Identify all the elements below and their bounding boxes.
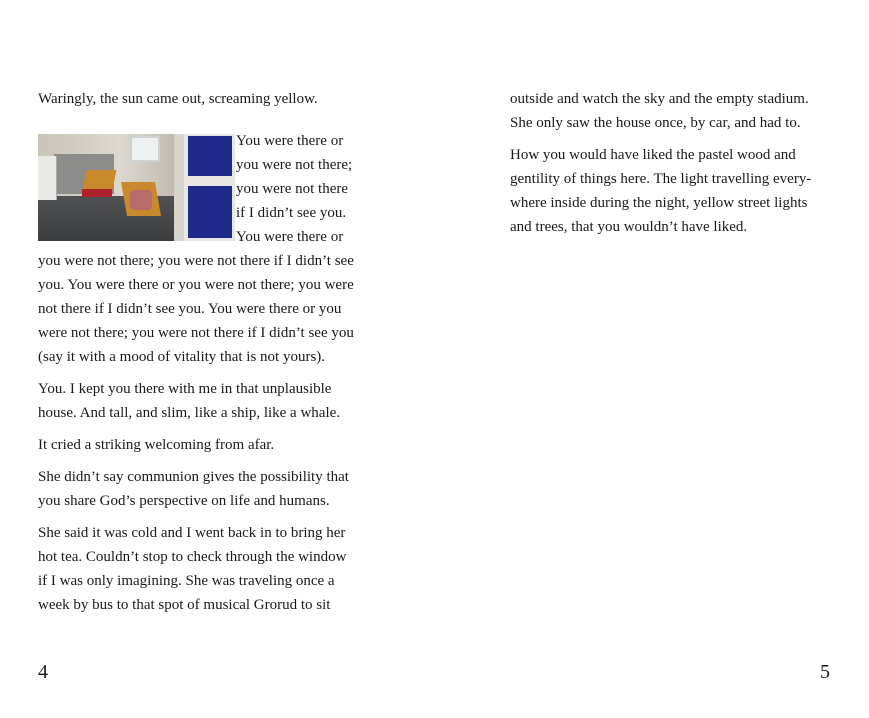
photo-cushion	[130, 190, 152, 210]
paragraph: It cried a striking welcoming from afar.	[38, 437, 275, 453]
photo-door-panel	[188, 186, 232, 238]
photo-door-panel	[188, 136, 232, 176]
paragraph: She didn’t say communion gives the possibility that you share God’s perspective on life and humans.	[38, 469, 349, 509]
paragraph: Waringly, the sun came out, screaming yellow.	[38, 91, 318, 107]
paragraph: She said it was cold and I went back in to bring her hot tea. Couldn’t stop to check through the window if I was only imagining. She was traveling once a week by bus to that spot of musical Grorud to sit	[38, 525, 347, 613]
interior-photo	[38, 134, 235, 241]
paragraph: How you would have liked the pastel wood and gentility of things here. The light travelling every-where inside during the night, yellow street lights and trees, that you wouldn’t have liked.	[510, 147, 812, 235]
page-number: 5	[820, 661, 830, 683]
left-page	[38, 0, 358, 718]
photo-stove	[38, 156, 57, 200]
photo-chair-seat	[82, 189, 112, 197]
right-page	[510, 0, 830, 718]
photo-window	[130, 136, 160, 162]
paragraph: outside and watch the sky and the empty stadium. She only saw the house once, by car, and had to.	[510, 91, 809, 131]
page-number: 4	[38, 661, 48, 683]
paragraph-text: You were there or you were not there; you were not there if I didn’t see you. You were there or you were not there; you were not there if I didn’t see you. You were there or you were not there; you were not there if I didn’t see you. You were there or you were not there; you were not there if I didn’t see you (say it with a mood of vitality that is not yours).	[38, 133, 354, 365]
paragraph-with-photo	[38, 129, 358, 369]
paragraph: You. I kept you there with me in that unplausible house. And tall, and slim, like a ship, like a whale.	[38, 381, 341, 421]
